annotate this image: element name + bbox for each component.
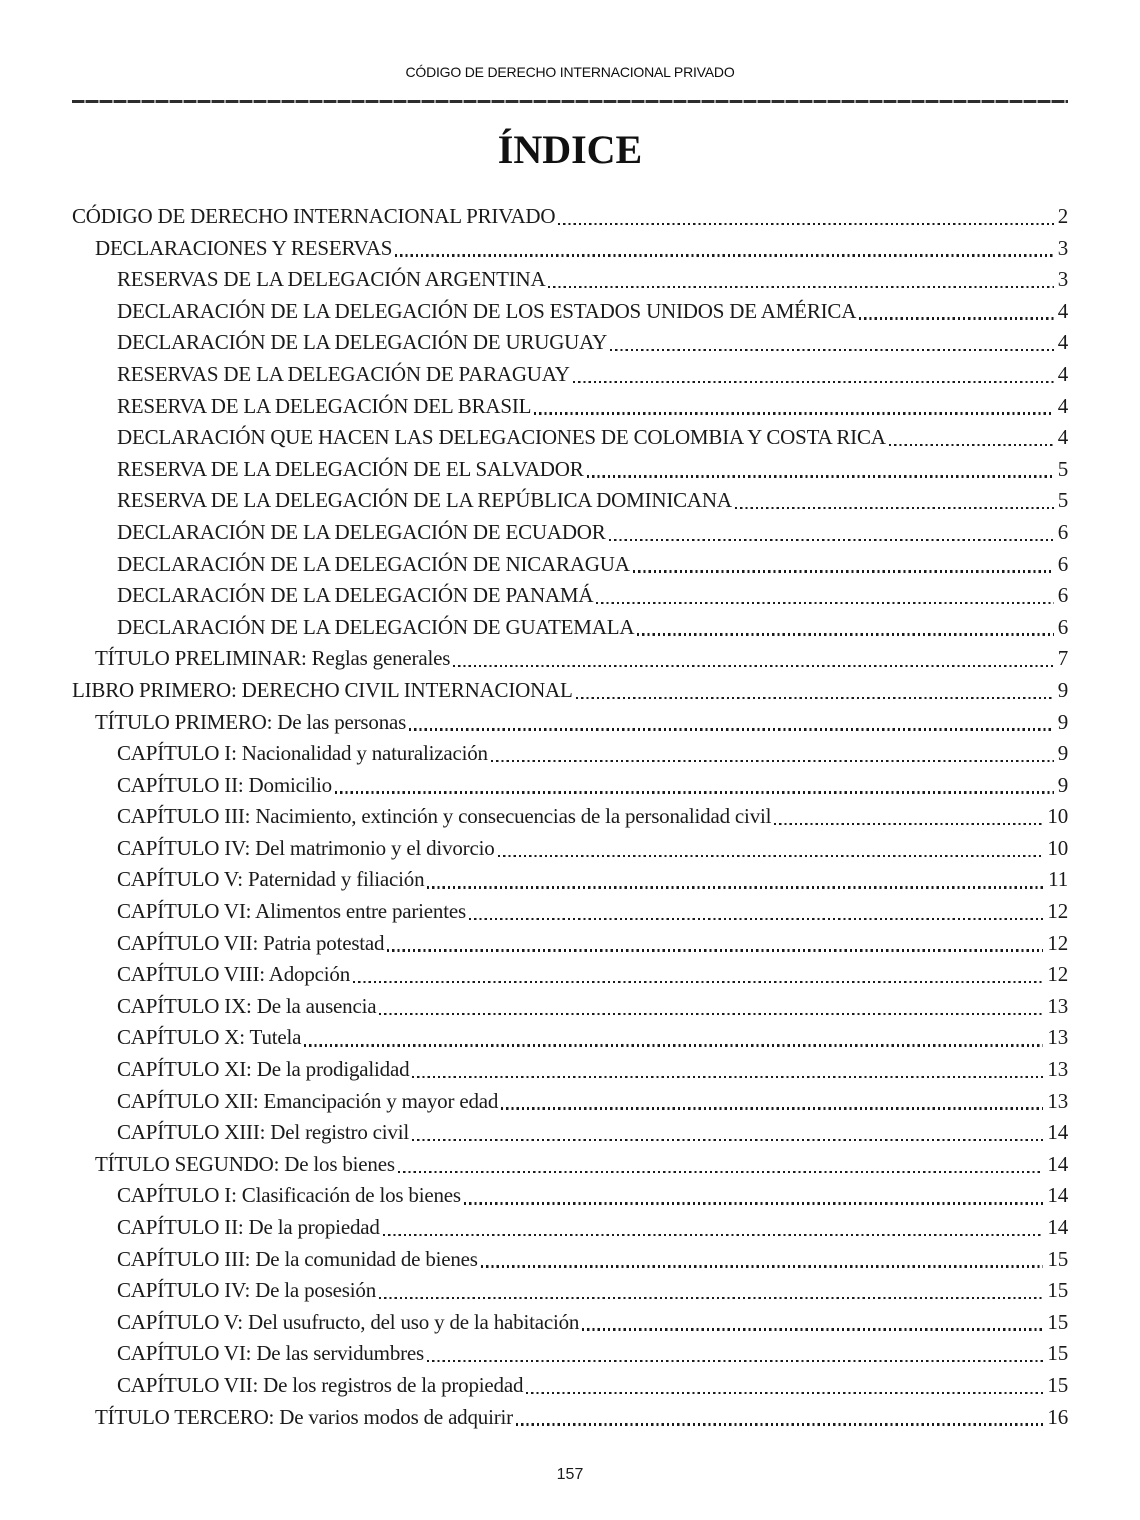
page-title: ÍNDICE (497, 127, 643, 172)
toc-entry-label: RESERVAS DE LA DELEGACIÓN DE PARAGUAY (117, 361, 570, 386)
toc-leader-dots (587, 475, 1054, 477)
toc-entry-label: CAPÍTULO II: De la propiedad (117, 1215, 380, 1239)
toc-leader-dots (609, 539, 1054, 541)
toc-entry (72, 1086, 1068, 1118)
toc-entry (72, 296, 1068, 328)
toc-entry-page: 16 (1047, 1404, 1068, 1429)
toc-entry (72, 738, 1068, 770)
toc-leader-dots (395, 254, 1053, 256)
toc-entry-label: TÍTULO PRELIMINAR: Reglas generales (95, 646, 451, 671)
toc-entry-label: CAPÍTULO XI: De la prodigalidad (117, 1057, 410, 1082)
toc-entry-page: 6 (1057, 614, 1068, 639)
toc-entry-page: 3 (1057, 235, 1068, 260)
toc-entry (72, 485, 1068, 517)
toc-entry-page: 9 (1057, 677, 1068, 702)
toc-entry-label: DECLARACIÓN DE LA DELEGACIÓN DE NICARAGUA (117, 551, 630, 576)
header-rule (72, 100, 1068, 103)
toc-leader-dots (526, 1392, 1043, 1394)
toc-entry-label: CAPÍTULO XIII: Del registro civil (117, 1120, 410, 1145)
toc-entry-label: CAPÍTULO VIII: Adopción (117, 962, 350, 987)
toc-leader-dots (412, 1139, 1043, 1141)
toc-entry-page: 14 (1047, 1215, 1068, 1239)
toc-leader-dots (387, 949, 1043, 951)
toc-leader-dots (889, 444, 1054, 446)
toc-leader-dots (637, 633, 1053, 635)
toc-entry (72, 359, 1068, 391)
toc-entry-page: 11 (1048, 867, 1068, 892)
toc-entry (72, 264, 1068, 296)
toc-entry-page: 9 (1057, 709, 1068, 734)
toc-entry (72, 391, 1068, 423)
toc-entry (72, 612, 1068, 644)
toc-entry-page: 9 (1057, 772, 1068, 797)
toc-entry-page: 15 (1047, 1246, 1068, 1271)
toc-entry-label: DECLARACIONES Y RESERVAS (95, 235, 393, 260)
toc-entry-label: CAPÍTULO XII: Emancipación y mayor edad (117, 1088, 499, 1113)
toc-entry-label: DECLARACIÓN DE LA DELEGACIÓN DE URUGUAY (117, 330, 608, 355)
toc-leader-dots (534, 412, 1053, 414)
toc-entry-label: CAPÍTULO I: Clasificación de los bienes (117, 1183, 461, 1208)
toc-entry-page: 10 (1047, 835, 1068, 860)
toc-entry-page: 13 (1047, 1088, 1068, 1113)
toc-entry-page: 3 (1057, 267, 1068, 292)
toc-leader-dots (516, 1423, 1043, 1425)
toc-entry-page: 15 (1047, 1278, 1068, 1303)
toc-entry-label: DECLARACIÓN DE LA DELEGACIÓN DE GUATEMALA (117, 614, 635, 639)
toc-leader-dots (469, 918, 1043, 920)
toc-entry-label: DECLARACIÓN DE LA DELEGACIÓN DE ECUADOR (117, 519, 606, 544)
toc-entry-label: CAPÍTULO II: Domicilio (117, 772, 332, 797)
toc-entry-page: 12 (1047, 899, 1068, 924)
toc-entry-label: TÍTULO PRIMERO: De las personas (95, 709, 407, 734)
toc-entry-page: 9 (1057, 741, 1068, 766)
toc-leader-dots (774, 823, 1043, 825)
toc-leader-dots (633, 570, 1054, 572)
toc-entry-page: 13 (1047, 1057, 1068, 1082)
toc-entry (72, 928, 1068, 960)
toc-leader-dots (558, 223, 1053, 225)
footer-page-number: 157 (556, 1466, 584, 1483)
toc-entry-label: CAPÍTULO IX: De la ausencia (117, 993, 377, 1018)
toc-entry-page: 14 (1047, 1183, 1068, 1208)
toc-entry-label: TÍTULO TERCERO: De varios modos de adquirir (95, 1404, 513, 1429)
toc-entry (72, 1022, 1068, 1054)
toc-leader-dots (453, 665, 1054, 667)
toc-leader-dots (412, 1076, 1043, 1078)
toc-entry-page: 4 (1057, 330, 1068, 355)
toc-entry-label: CAPÍTULO V: Paternidad y filiación (117, 867, 425, 892)
toc-entry-label: DECLARACIÓN QUE HACEN LAS DELEGACIONES DE COLOMBIA Y COSTA RICA (117, 425, 886, 450)
toc-leader-dots (610, 349, 1054, 351)
toc-leader-dots (735, 507, 1054, 509)
toc-entry (72, 959, 1068, 991)
toc-entry-page: 4 (1057, 425, 1068, 450)
toc-leader-dots (596, 602, 1053, 604)
toc-entry-label: DECLARACIÓN DE LA DELEGACIÓN DE PANAMÁ (117, 583, 594, 608)
toc-entry (72, 1307, 1068, 1339)
toc-leader-dots (576, 697, 1054, 699)
toc-leader-dots (859, 317, 1054, 319)
toc-leader-dots (481, 1265, 1044, 1267)
toc-entry-page: 12 (1047, 930, 1068, 955)
toc-entry-label: RESERVAS DE LA DELEGACIÓN ARGENTINA (117, 267, 546, 292)
toc-entry (72, 770, 1068, 802)
toc-entry (72, 1180, 1068, 1212)
toc-entry-label: CAPÍTULO VII: Patria potestad (117, 930, 385, 955)
toc-entry (72, 896, 1068, 928)
toc-leader-dots (498, 855, 1044, 857)
toc-leader-dots (398, 1171, 1044, 1173)
toc-entry-label: CAPÍTULO VI: De las servidumbres (117, 1341, 425, 1366)
toc-entry (72, 549, 1068, 581)
toc-entry-label: RESERVA DE LA DELEGACIÓN DEL BRASIL (117, 393, 532, 418)
toc-leader-dots (304, 1044, 1043, 1046)
running-header: CÓDIGO DE DERECHO INTERNACIONAL PRIVADO (405, 64, 735, 80)
toc-entry-page: 5 (1057, 456, 1068, 481)
toc-entry-page: 4 (1057, 361, 1068, 386)
toc-leader-dots (353, 981, 1043, 983)
toc-entry (72, 517, 1068, 549)
toc-entry-page: 15 (1047, 1372, 1068, 1397)
toc-leader-dots (335, 791, 1054, 793)
toc-leader-dots (383, 1234, 1044, 1236)
toc-entry (72, 327, 1068, 359)
toc-entry (72, 643, 1068, 675)
toc-entry-label: LIBRO PRIMERO: DERECHO CIVIL INTERNACIONAL (72, 677, 573, 702)
toc-entry-label: CAPÍTULO IV: Del matrimonio y el divorcio (117, 835, 495, 860)
toc-entry-label: CAPÍTULO IV: De la posesión (117, 1278, 377, 1303)
toc-entry (72, 1244, 1068, 1276)
toc-entry-page: 15 (1047, 1341, 1068, 1366)
toc-entry (72, 1275, 1068, 1307)
toc-leader-dots (379, 1013, 1043, 1015)
toc-entry-page: 4 (1057, 393, 1068, 418)
toc-entry-label: CAPÍTULO III: Nacimiento, extinción y consecuencias de la personalidad civil (117, 804, 772, 829)
toc-entry-page: 7 (1057, 646, 1068, 671)
toc-entry (72, 422, 1068, 454)
toc-leader-dots (491, 760, 1054, 762)
toc-entry-page: 15 (1047, 1309, 1068, 1334)
toc-leader-dots (427, 1360, 1043, 1362)
toc-entry (72, 454, 1068, 486)
toc-entry-label: CAPÍTULO V: Del usufructo, del uso y de la habitación (117, 1309, 580, 1334)
toc-entry-page: 14 (1047, 1120, 1068, 1145)
toc-entry-label: CAPÍTULO III: De la comunidad de bienes (117, 1246, 478, 1271)
toc-entry-page: 6 (1057, 583, 1068, 608)
toc-entry-page: 12 (1047, 962, 1068, 987)
toc-leader-dots (427, 886, 1044, 888)
toc-entry (72, 233, 1068, 265)
toc-entry (72, 675, 1068, 707)
toc-entry (72, 201, 1068, 233)
toc-entry (72, 1149, 1068, 1181)
toc-entry-label: CAPÍTULO I: Nacionalidad y naturalización (117, 741, 488, 766)
toc-leader-dots (464, 1202, 1044, 1204)
toc-entry-label: TÍTULO SEGUNDO: De los bienes (95, 1151, 395, 1176)
toc-entry (72, 1338, 1068, 1370)
toc-entry-page: 14 (1047, 1151, 1068, 1176)
toc-entry (72, 833, 1068, 865)
toc-entry (72, 580, 1068, 612)
toc-entry (72, 1117, 1068, 1149)
toc-entry-page: 13 (1047, 1025, 1068, 1050)
toc-entry-label: CAPÍTULO VII: De los registros de la propiedad (117, 1372, 524, 1397)
toc-entry-page: 6 (1057, 519, 1068, 544)
toc-entry (72, 1370, 1068, 1402)
toc-entry-page: 2 (1057, 204, 1068, 228)
toc-entry-label: CAPÍTULO VI: Alimentos entre parientes (117, 899, 466, 924)
toc-entry (72, 1054, 1068, 1086)
toc-entry-label: CÓDIGO DE DERECHO INTERNACIONAL PRIVADO (72, 204, 556, 228)
toc-entry-label: DECLARACIÓN DE LA DELEGACIÓN DE LOS ESTADOS UNIDOS DE AMÉRICA (117, 298, 857, 323)
toc-entry (72, 864, 1068, 896)
toc-leader-dots (582, 1328, 1043, 1330)
toc-entry-page: 6 (1057, 551, 1068, 576)
toc-entry-label: RESERVA DE LA DELEGACIÓN DE EL SALVADOR (117, 456, 584, 481)
toc-leader-dots (548, 286, 1053, 288)
toc-entry-page: 5 (1057, 488, 1068, 513)
toc-entry (72, 991, 1068, 1023)
toc-entry (72, 1402, 1068, 1434)
table-of-contents (72, 201, 1068, 1433)
toc-entry (72, 1212, 1068, 1244)
toc-leader-dots (379, 1297, 1043, 1299)
toc-leader-dots (409, 728, 1054, 730)
toc-leader-dots (501, 1107, 1043, 1109)
toc-entry-label: RESERVA DE LA DELEGACIÓN DE LA REPÚBLICA DOMINICANA (117, 488, 732, 513)
toc-entry-page: 13 (1047, 993, 1068, 1018)
toc-entry-label: CAPÍTULO X: Tutela (117, 1025, 302, 1050)
toc-entry (72, 801, 1068, 833)
toc-entry-page: 10 (1047, 804, 1068, 829)
toc-leader-dots (573, 381, 1054, 383)
toc-entry (72, 707, 1068, 739)
toc-entry-page: 4 (1057, 298, 1068, 323)
